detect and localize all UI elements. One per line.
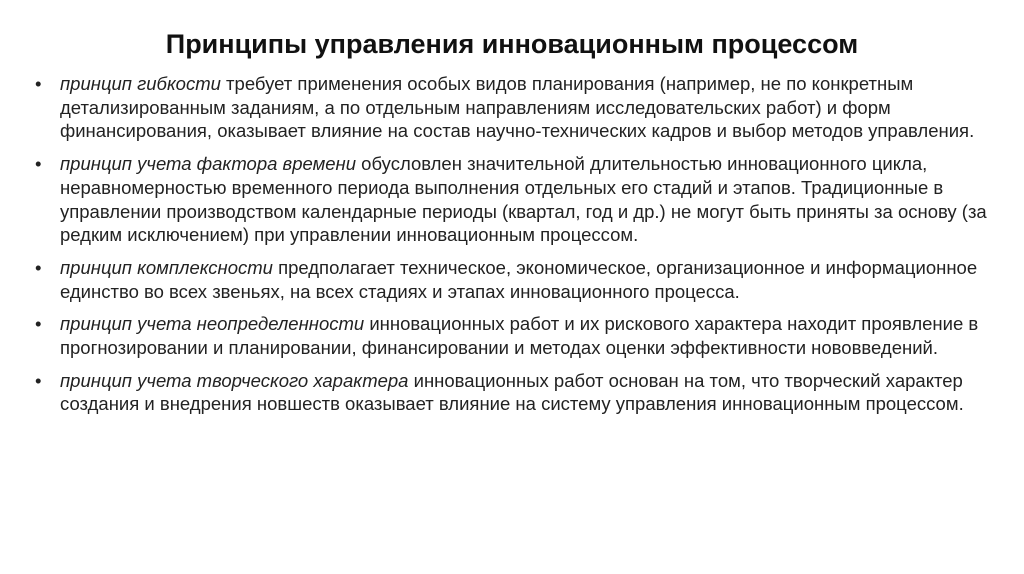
list-item-creativity xyxy=(35,369,1003,416)
list-item-flexibility xyxy=(35,72,1003,143)
principle-term: принцип комплексности xyxy=(60,256,273,278)
bullet-icon: • xyxy=(35,256,42,278)
principle-term: принцип учета неопределенности xyxy=(60,313,365,335)
bullet-icon: • xyxy=(35,73,42,94)
list-item-time-factor xyxy=(35,152,1003,247)
bullet-icon: • xyxy=(35,313,42,335)
principle-term: принцип гибкости xyxy=(60,73,221,94)
principle-term: принцип учета творческого характера xyxy=(60,369,409,391)
principle-description: предполагает техническое, экономическое, организационное и информационное единство во всех звеньях, на всех стадиях и этапах инновационного процесса. xyxy=(60,256,978,302)
bullet-icon: • xyxy=(35,369,42,391)
principle-description: инновационных работ основан на том, что творческий характер создания и внедрения новшеств оказывает влияние на систему управления инновационным процессом. xyxy=(60,369,964,415)
principle-description: требует применения особых видов планирования (например, не по конкретным детализированным заданиям, а по отдельным направлениям исследовательских работ) и форм финансирования, оказывает влияние на состав научно-технических кадров и выбор методов управления. xyxy=(60,73,975,142)
list-item-complexity xyxy=(35,256,1003,303)
bullet-icon: • xyxy=(35,153,42,175)
principle-description: обусловлен значительной длительностью инновационного цикла, неравномерностью временного периода выполнения отдельных его стадий и этапов. Традиционные в управлении производством календарные периоды (квартал, год и др.) не могут быть приняты за основу (за редким исключением) при управлении инновационным процессом. xyxy=(60,153,987,246)
list-item-uncertainty xyxy=(35,312,1003,359)
principles-list xyxy=(35,72,1003,425)
principle-description: инновационных работ и их рискового характера находит проявление в прогнозировании и планировании, финансировании и методах оценки эффективности нововведений. xyxy=(60,313,979,359)
principle-term: принцип учета фактора времени xyxy=(60,153,357,175)
slide-title: Принципы управления инновационным процессом xyxy=(165,29,859,59)
